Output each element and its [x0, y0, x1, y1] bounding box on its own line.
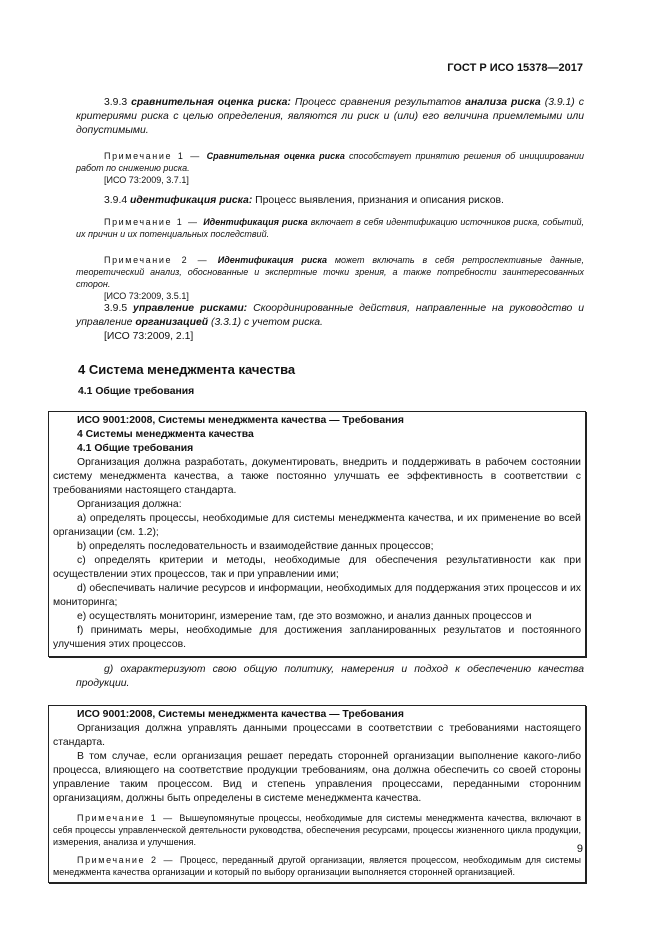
list-item: f) принимать меры, необходимые для достижения запланированных результатов и постоянного улучшения этих процессов. — [53, 625, 581, 650]
source-ref: [ИСО 73:2009, 3.5.1] — [104, 291, 189, 301]
iso9001-quote-box — [48, 411, 586, 657]
note-label: Примечание 2 — — [104, 255, 218, 265]
list-item: d) обеспечивать наличие ресурсов и информации, необходимых для поддержания этих процессов и их мониторинга; — [53, 583, 581, 608]
quote-note-2 — [53, 854, 581, 878]
page-content — [53, 90, 585, 883]
section-heading: 4 Система менеджмента качества — [78, 362, 296, 377]
term: управление рисками: — [133, 303, 248, 314]
quote-section: 4 Системы менеджмента качества — [77, 429, 254, 440]
page-number: 9 — [576, 843, 583, 855]
list-item: c) определять критерии и методы, необходимые для обеспечения результативности как при осуществлении этих процессов, так и при управлении ими; — [53, 555, 581, 580]
standard-header: ГОСТ Р ИСО 15378—2017 — [447, 62, 583, 74]
term-ref: организацией — [135, 317, 209, 328]
note-3-9-4-1 — [76, 216, 584, 240]
definition-text: Скоординированные действия, направленные на руководство и управление — [76, 303, 585, 328]
clause-3-9-4 — [76, 194, 584, 208]
quote-paragraph: Организация должна разработать, документировать, внедрить и поддерживать в рабочем состоянии систему менеджмента качества, а также постоянно улучшать ее эффективность в соответствии с требованиями настоящего стандарта. — [53, 457, 581, 496]
term: Сравнительная оценка риска — [206, 151, 345, 161]
clause-number: 3.9.5 — [104, 303, 134, 314]
definition-text: (3.3.1) с учетом риска. — [208, 317, 323, 328]
quote-subsection: 4.1 Общие требования — [77, 443, 194, 454]
note-text: включает в себя идентификацию источников риска, событий, их причин и их потенциальных последствий. — [76, 217, 584, 239]
source-ref: [ИСО 73:2009, 3.7.1] — [104, 175, 189, 185]
note-text: способствует принятию решения об инициировании работ по снижению риска. — [76, 151, 584, 173]
note-text: Вышеупомянутые процессы, необходимые для системы менеджмента качества, включают в себя процессы управленческой деятельности руководства, обеспечения ресурсами, процессы жизненного цикла продукции, измерения, анализа и улучшения. — [53, 813, 581, 847]
list-item-g: g) охарактеризуют свою общую политику, намерения и подход к обеспечению качества продукции. — [76, 664, 584, 689]
note-text: может включать в себя ретроспективные данные, теоретический анализ, обоснованные и экспертные точки зрения, а также потребности заинтересованных сторон. — [76, 255, 585, 289]
note-3-9-4-2 — [76, 254, 584, 290]
quote-paragraph: В том случае, если организация решает передать сторонней организации выполнение какого-либо процесса, влияющего на соответствие продукции требованиям, она должна обеспечить со своей стороны управление таким процессом. Вид и степень управления процессами, переданными сторонним организациям, должны быть определены в системе менеджмента качества. — [53, 751, 581, 804]
definition-text: (3.9.1) с критериями риска с целью определения, являются ли риск и (или) его величина приемлемыми или допустимыми. — [76, 97, 584, 136]
quote-note-1 — [53, 812, 581, 848]
quote-title: ИСО 9001:2008, Системы менеджмента качества — Требования — [77, 415, 404, 426]
list-item: e) осуществлять мониторинг, измерение там, где это возможно, и анализ данных процессов и — [77, 611, 532, 622]
list-item: b) определять последовательность и взаимодействие данных процессов; — [77, 541, 434, 552]
quote-paragraph: Организация должна: — [77, 499, 182, 510]
clause-3-9-3 — [76, 96, 584, 138]
note-text: Процесс, переданный другой организации, является процессом, необходимым для системы менеджмента качества организации и который по выбору организации выполняется сторонней организацией. — [53, 855, 581, 877]
clause-3-9-5 — [76, 302, 584, 330]
quote-title: ИСО 9001:2008, Системы менеджмента качества — Требования — [77, 709, 404, 720]
term: сравнительная оценка риска: — [131, 97, 291, 108]
term-ref: анализа риска — [465, 97, 541, 108]
definition-text: Процесс выявления, признания и описания рисков. — [252, 195, 504, 206]
quote-paragraph: Организация должна управлять данными процессами в соответствии с требованиями настоящего стандарта. — [53, 723, 581, 748]
note-label: Примечание 2 — — [77, 855, 180, 865]
source-ref: [ИСО 73:2009, 2.1] — [104, 331, 194, 342]
clause-number: 3.9.3 — [104, 97, 132, 108]
note-label: Примечание 1 — — [104, 151, 207, 161]
term: Идентификация риска — [217, 255, 328, 265]
term: Идентификация риска — [203, 217, 308, 227]
iso9001-quote-box-2 — [48, 705, 586, 883]
note-label: Примечание 1 — — [104, 217, 204, 227]
term: идентификация риска: — [130, 195, 253, 206]
clause-number: 3.9.4 — [104, 195, 130, 206]
note-3-9-3 — [76, 150, 584, 174]
note-label: Примечание 1 — — [77, 813, 180, 823]
list-item: a) определять процессы, необходимые для системы менеджмента качества, и их применение во всей организации (см. 1.2); — [53, 513, 581, 538]
subsection-heading: 4.1 Общие требования — [78, 386, 195, 397]
definition-text: Процесс сравнения результатов — [290, 97, 466, 108]
